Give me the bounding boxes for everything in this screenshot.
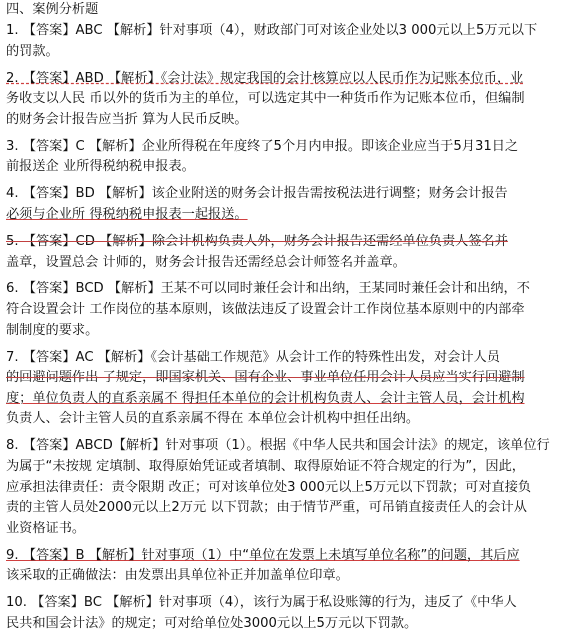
answer-line: 4. 【答案】BD 【解析】该企业附送的财务会计报告需按税法进行调整；财务会计报告 [6,186,508,202]
answer-line: 符合设置会计 工作岗位的基本原则，该做法违反了设置会计工作岗位基本原则中的内部牵 [6,302,525,318]
answer-line: 业资格证书。 [6,520,86,536]
answer-item-6 [6,279,564,341]
section-heading: 四、案例分析题 [6,2,99,17]
answer-line: 8. 【答案】ABCD【解析】针对事项（1）。根据《中华人民共和国会计法》的规定，该单位行 [6,438,550,454]
answer-item-8 [6,436,564,539]
answer-line: 负责人、会计主管人员的直系亲属不得在 本单位会计机构中担任出纳。 [6,411,420,427]
answer-line: 3. 【答案】C 【解析】企业所得税在年度终了5个月内申报。即该企业应当于5月31日之 [6,138,519,154]
answer-line: 1. 【答案】ABC 【解析】针对事项（4），财政部门可对该企业处以3 000元以上5万元以下 [6,23,538,38]
answer-line: 务收支以人民 币以外的货币为主的单位，可以选定其中一种货币作为记账本位币，但编制 [6,91,525,107]
answer-line: 7. 【答案】AC 【解析】《会计基础工作规范》从会计工作的特殊性出发，对会计人员 [6,349,500,365]
answer-line: 盖章，设置总会 计师的，财务会计报告还需经总会计师签名并盖章。 [6,254,406,270]
answer-item-9 [6,546,564,587]
answer-line: 制制度的要求。 [6,322,99,338]
answer-item-7 [6,348,564,430]
answer-line: 责的主管人员处2000元以上2万元 以下罚款；由于情节严重，可吊销直接责任人的会计从 [6,500,527,516]
answer-item-3 [6,137,564,178]
answer-line: 6. 【答案】BCD 【解析】王某不可以同时兼任会计和出纳，王某同时兼任会计和出纳，不 [6,281,530,297]
answer-line: 必须与企业所 得税纳税申报表一起报送。 [6,206,248,222]
answer-line: 的财务会计报告应当折 算为人民币反映。 [6,111,248,127]
answer-line: 的回避问题作出 了规定，即国家机关、国有企业、事业单位任用会计人员应当实行回避制 [6,370,525,386]
answer-line: 10. 【答案】BC 【解析】针对事项（4），该行为属于私设账簿的行为，违反了《中华人 [6,595,517,611]
answer-line: 5. 【答案】CD 【解析】除会计机构负责人外，财务会计报告还需经单位负责人签名并 [6,233,508,249]
answer-item-5 [6,232,564,273]
answer-item-2 [6,69,564,131]
answer-line: 前报送企 业所得税纳税申报表。 [6,159,195,175]
answer-line: 应承担法律责任：责令限期 改正；可对该单位处3 000元以上5万元以下罚款；可对直接负 [6,479,532,495]
answer-line: 民共和国会计法》的规定；可对给单位处3000元以上5万元以下罚款。 [6,615,418,631]
answer-line: 9. 【答案】B 【解析】针对事项（1）中“单位在发票上未填写单位名称”的问题，其后应 [6,547,520,563]
answer-item-1 [6,21,564,62]
answer-item-10 [6,593,564,634]
answer-line: 2. 【答案】ABD 【解析】《会计法》规定我国的会计核算应以人民币作为记账本位币，业 [6,70,524,86]
answer-line: 度；单位负责人的直系亲属不 得担任本单位的会计机构负责人、会计主管人员，会计机构 [6,390,525,406]
answer-item-4 [6,184,564,225]
answer-line: 该采取的正确做法：由发票出具单位补正并加盖单位印章。 [6,568,349,584]
answer-line: 为属于“未按规 定填制、取得原始凭证或者填制、取得原始证不符合规定的行为”，因此， [6,459,525,475]
answer-line: 的罚款。 [6,43,59,59]
